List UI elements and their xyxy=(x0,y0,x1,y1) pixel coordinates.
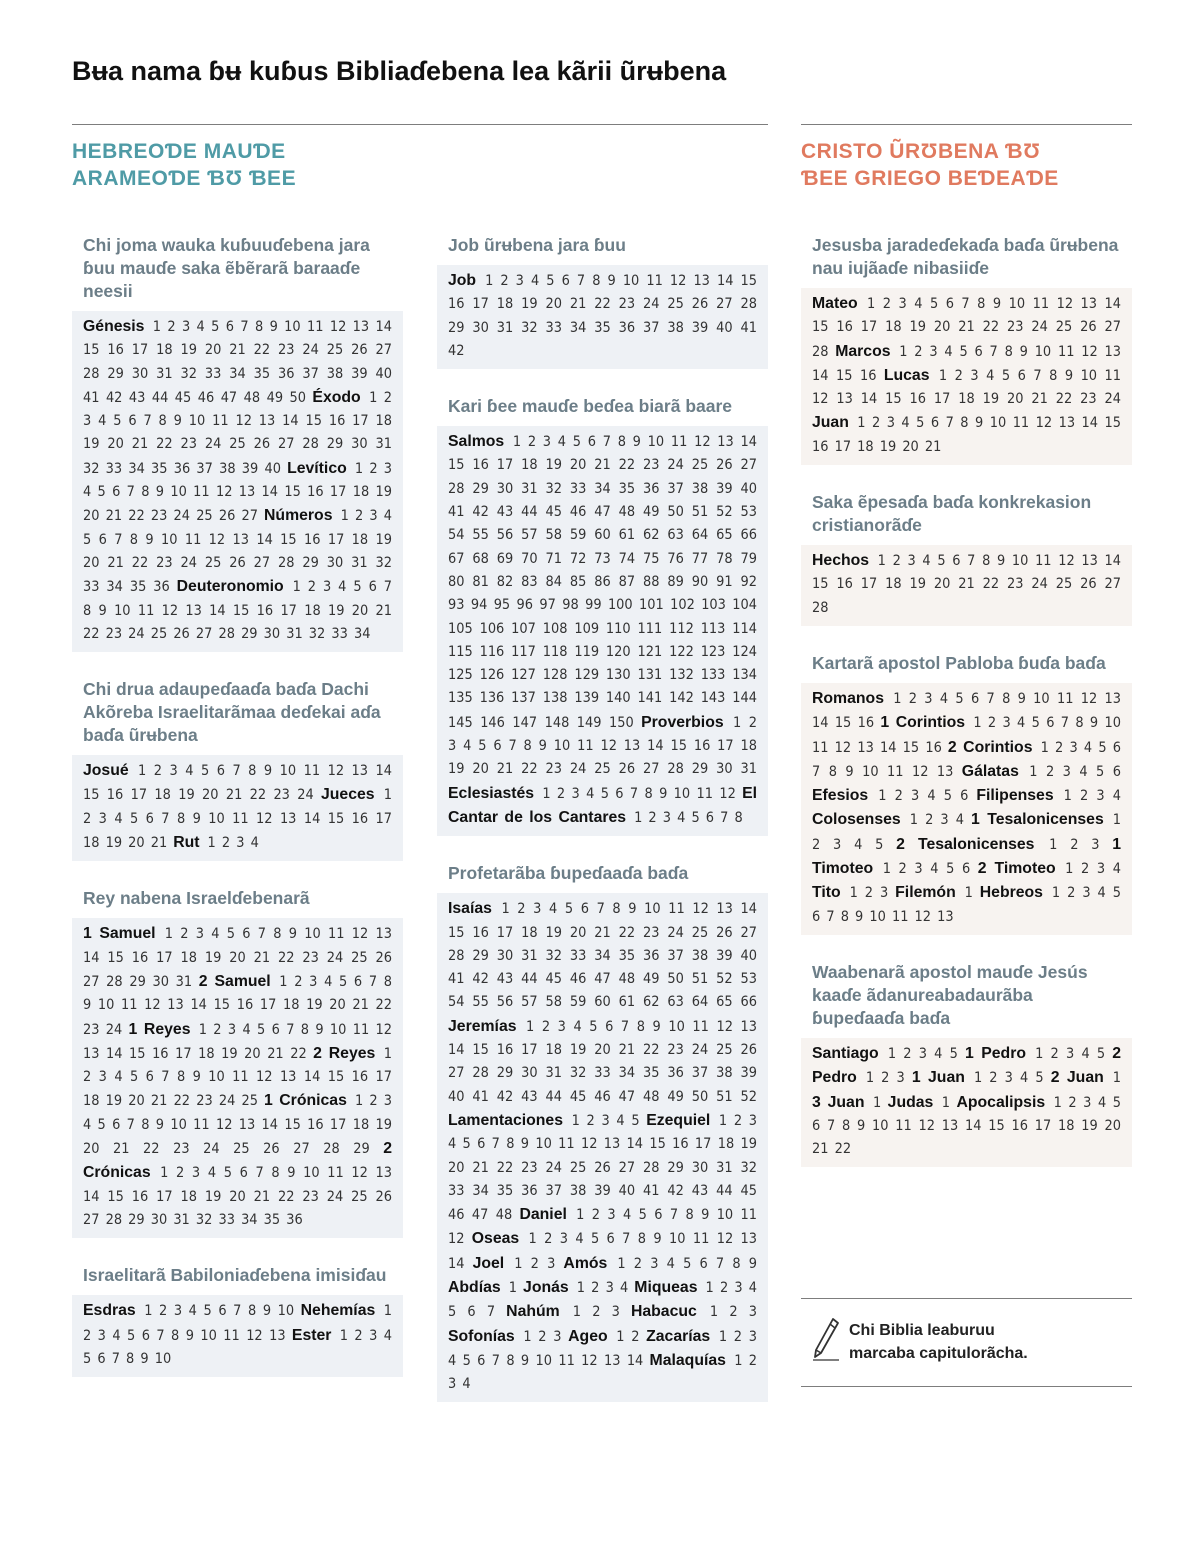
new-testament-heading: CRISTO ŨRƱBENA ƁƱ ƁEE GRIEGO BEƊEAƊE xyxy=(801,140,1059,190)
chapter-numbers: 1 2 3 xyxy=(849,885,889,902)
book-name: Ezequiel xyxy=(646,1111,711,1129)
chapter-numbers: 1 2 3 4 xyxy=(1063,788,1122,805)
book-entry xyxy=(912,1070,1044,1086)
book-name: Gálatas xyxy=(961,762,1019,780)
book-entry xyxy=(965,1046,1105,1062)
book-group xyxy=(801,961,1132,1167)
chapter-numbers: 1 2 3 4 5 6 7 8 9 10 11 12 13 14 15 16 17 18 19 20 21 22 23 24 25 26 27 28 29 30 31 xyxy=(83,926,392,990)
book-name: 1 Crónicas xyxy=(264,1092,347,1110)
chapter-numbers: 1 2 3 xyxy=(572,1304,620,1321)
book-name: Filemón xyxy=(895,884,956,902)
book-name: Mateo xyxy=(812,295,858,312)
book-entry xyxy=(448,1019,757,1105)
chapter-numbers: 1 2 3 4 5 6 7 8 9 10 11 12 13 14 15 16 17 18 19 20 21 22 23 24 xyxy=(83,973,393,1038)
book-group-title: Job ũrʉbena jara ɓuu xyxy=(448,235,626,255)
book-name: 2 Crónicas xyxy=(83,1140,393,1182)
book-name: Hechos xyxy=(812,552,870,570)
book-list xyxy=(72,1295,403,1377)
book-name: Juan xyxy=(812,414,849,432)
book-name: El Cantar de los Cantares xyxy=(448,784,757,826)
book-name: Colosenses xyxy=(812,811,901,829)
chapter-numbers: 1 2 3 4 5 6 7 8 9 10 11 12 13 14 15 16 17 18 19 20 21 22 23 24 25 26 27 28 29 30 31 32 33 34 35 36 37 38 39 40 41 42 43 44 45 46 47 48 49 50 51 52 53 54 55 56 57 58 59 60 61 62 63 64 65 66 xyxy=(448,901,757,1011)
book-name: 1 Pedro xyxy=(964,1044,1026,1062)
chapter-numbers: 1 2 3 4 5 6 7 8 9 10 11 12 13 xyxy=(812,885,1122,925)
book-group-title: Kartarã apostol Pabloba ɓuɗa baɗa xyxy=(812,652,1106,673)
book-list xyxy=(72,918,403,1238)
book-name: Nahúm xyxy=(506,1303,560,1321)
book-entry xyxy=(1051,1070,1121,1086)
book-name: Esdras xyxy=(83,1302,136,1320)
book-entry xyxy=(506,1304,620,1320)
chapter-numbers: 1 2 3 4 xyxy=(207,835,259,852)
chapter-numbers: 1 2 3 4 5 6 7 8 9 10 11 12 13 14 15 16 17 18 19 20 21 22 23 24 25 26 27 28 29 30 31 32 33 34 35 36 xyxy=(83,508,393,596)
book-name: 1 Corintios xyxy=(880,714,966,732)
chapter-numbers: 1 2 3 xyxy=(865,1070,905,1087)
book-group-title: Rey nabena Israelɗebenarã xyxy=(83,888,310,909)
chapter-numbers: 1 2 3 4 5 6 7 8 9 10 11 12 13 14 15 16 17 18 19 20 21 22 23 24 25 26 27 28 xyxy=(812,553,1121,616)
chapter-numbers: 1 2 3 4 5 6 7 8 9 10 11 12 13 14 15 16 17 18 19 20 21 22 23 24 25 26 27 28 29 30 31 32 33 34 35 36 37 38 39 40 xyxy=(83,389,393,477)
chapter-numbers: 1 xyxy=(1112,1070,1122,1087)
chapter-numbers: 1 2 3 4 xyxy=(909,812,965,829)
new-testament-column xyxy=(801,234,1132,1193)
book-name: Josué xyxy=(83,762,129,780)
chapter-numbers: 1 2 3 4 5 6 7 8 9 10 11 12 13 14 15 16 xyxy=(812,343,1122,384)
chapter-numbers: 1 xyxy=(964,885,973,902)
book-list xyxy=(437,426,768,836)
book-name: Ageo xyxy=(568,1327,608,1345)
chapter-numbers: 1 2 3 4 5 6 7 8 9 10 11 12 13 14 15 16 17 18 19 20 21 22 23 24 25 26 27 28 29 xyxy=(83,1093,392,1158)
book-entry xyxy=(448,273,757,359)
book-group xyxy=(72,887,403,1238)
book-name: Génesis xyxy=(83,318,145,335)
chapter-numbers: 1 2 3 4 5 6 7 8 xyxy=(634,809,743,826)
book-group-title: Jesusba jaradeɗekaɗa baɗa ũrʉbena nau iujãaɗe nibasiiɗe xyxy=(812,235,1119,278)
chapter-numbers: 1 2 3 4 5 6 7 8 9 10 11 12 13 14 15 16 17 18 19 20 21 22 23 24 25 xyxy=(83,1045,393,1110)
chapter-numbers: 1 2 3 xyxy=(514,1255,556,1272)
book-name: Lucas xyxy=(883,366,930,384)
chapter-numbers: 1 2 3 4 5 6 7 8 9 10 11 12 xyxy=(448,1207,758,1248)
book-name: Joel xyxy=(472,1254,505,1272)
book-name: Efesios xyxy=(812,787,869,805)
book-group-title: Profetarãba ɓupeɗaaɗa baɗa xyxy=(448,863,689,884)
book-name: 2 Pedro xyxy=(812,1044,1122,1087)
book-name: Tito xyxy=(812,884,841,902)
chapter-numbers: 1 2 3 xyxy=(709,1304,757,1321)
book-entry xyxy=(812,553,1121,616)
chapter-numbers: 1 2 3 4 5 6 7 8 9 10 11 12 13 14 15 16 17 18 19 20 21 22 23 24 xyxy=(83,763,392,804)
chapter-numbers: 1 2 3 4 5 6 7 8 9 10 11 12 13 14 15 16 17 18 19 20 21 22 23 24 xyxy=(812,367,1122,408)
chapter-numbers: 1 2 3 4 5 6 xyxy=(878,788,969,805)
chapter-numbers: 1 2 3 4 5 6 7 8 9 10 11 12 13 14 15 16 17 18 19 20 21 22 23 24 25 26 27 28 29 30 31 32 33 34 35 36 37 38 39 40 41 42 xyxy=(448,273,757,359)
book-entry xyxy=(448,1329,562,1345)
book-name: Lamentaciones xyxy=(448,1111,564,1129)
book-group xyxy=(801,234,1132,465)
book-name: 1 Samuel xyxy=(83,925,156,943)
chapter-numbers: 1 2 3 4 5 6 7 8 9 10 11 12 13 14 15 16 17 18 19 20 21 22 23 24 25 26 27 28 29 30 31 32 33 34 35 36 37 38 39 40 41 42 43 44 45 46 47 48 49 50 51 52 xyxy=(448,1018,758,1105)
chapter-numbers: 1 2 3 4 5 6 7 8 9 10 11 12 13 xyxy=(812,739,1121,780)
book-name: Judas xyxy=(887,1093,934,1111)
divider-new-testament xyxy=(801,124,1132,125)
book-group-title: Chi joma wauka kuɓuuɗebena jara ɓuu mauɗe saka ẽbẽrarã baraaɗe neesii xyxy=(83,235,370,301)
book-name: 2 Tesalonicenses xyxy=(896,835,1035,853)
book-name: Jueces xyxy=(320,786,375,804)
chapter-numbers: 1 2 3 4 5 6 7 8 9 10 11 12 13 14 15 16 xyxy=(812,690,1122,732)
book-entry xyxy=(448,1113,640,1129)
book-entry xyxy=(812,885,888,901)
book-name: Jonás xyxy=(523,1278,569,1296)
chapter-numbers: 1 2 3 4 xyxy=(448,1352,758,1393)
old-testament-heading: HEBREOƊE MAUƊE ARAMEOƊE ƁƱ ƁEE xyxy=(72,140,297,190)
book-name: Nehemías xyxy=(300,1302,376,1320)
book-name: Abdías xyxy=(448,1278,501,1296)
chapter-numbers: 1 xyxy=(941,1094,951,1111)
book-entry xyxy=(812,788,968,804)
book-group xyxy=(437,234,768,369)
book-list xyxy=(801,545,1132,626)
book-list xyxy=(437,265,768,369)
chapter-numbers: 1 2 3 4 5 6 7 8 9 10 11 12 13 14 15 16 17 18 19 20 21 22 23 24 25 26 27 28 29 30 31 32 33 34 35 36 37 38 39 40 41 42 43 44 45 46 47 48 49 50 51 52 53 54 55 56 57 58 59 60 61 62 63 64 65 66 67 68 69 70 71 72 73 74 75 76 77 78 79 80 81 82 83 84 85 86 87 88 89 90 91 92 93 94 95 96 97 98 99 100 101 102 103 104 105 106 107 108 109 110 111 112 113 114 115 116 117 118 119 120 121 122 123 124 125 126 127 128 129 130 131 132 133 134 135 136 137 138 139 140 141 142 143 144 145 146 147 148 149 150 xyxy=(448,434,757,731)
book-name: Ester xyxy=(291,1326,332,1344)
chapter-numbers: 1 2 3 4 xyxy=(576,1279,629,1296)
chapter-numbers: 1 2 3 xyxy=(523,1328,562,1345)
chapter-numbers: 1 2 3 4 5 6 7 8 9 10 xyxy=(144,1303,295,1320)
chapter-numbers: 1 2 3 4 5 6 7 8 9 10 11 12 13 14 15 16 17 18 19 20 21 22 23 24 25 26 27 28 29 30 31 32 33 34 35 36 37 38 39 40 41 42 43 44 45 46 47 48 xyxy=(448,1112,758,1224)
book-name: 3 Juan xyxy=(812,1093,865,1111)
book-name: Isaías xyxy=(448,900,492,918)
book-name: Deuteronomio xyxy=(176,578,284,596)
book-name: Zacarías xyxy=(646,1327,711,1345)
book-entry xyxy=(568,1329,639,1345)
book-entry xyxy=(976,788,1121,804)
old-testament-column-2 xyxy=(437,234,768,1428)
pencil-icon xyxy=(811,1317,841,1361)
book-entry xyxy=(896,837,1099,853)
book-group-title: Israelitarã Babiloniaɗebena imisiɗau xyxy=(83,1265,387,1286)
book-name: Rut xyxy=(173,834,200,852)
chapter-numbers: 1 2 3 4 5 xyxy=(812,812,1121,853)
chapter-numbers: 1 2 3 4 5 6 7 8 9 10 11 12 13 14 15 16 17 18 19 20 21 22 23 24 25 26 27 28 29 30 31 32 33 34 xyxy=(83,579,393,642)
book-group-title: Kari ɓee mauɗe beɗea biarã baare xyxy=(448,396,733,417)
chapter-numbers: 1 2 3 4 5 6 7 xyxy=(448,1279,757,1321)
book-entry xyxy=(812,1046,958,1062)
chapter-numbers: 1 xyxy=(872,1094,882,1111)
book-list xyxy=(72,311,403,652)
book-entry xyxy=(812,415,1121,454)
chapter-numbers: 1 2 3 4 5 6 7 8 9 10 11 12 13 14 15 16 17 18 19 20 21 22 23 24 25 26 27 xyxy=(83,460,393,525)
book-name: Daniel xyxy=(519,1206,567,1224)
book-name: 2 Juan xyxy=(1050,1069,1104,1087)
book-name: Eclesiastés xyxy=(448,784,535,802)
chapter-numbers: 1 2 3 4 5 6 7 8 9 10 11 12 13 14 xyxy=(448,1328,758,1369)
chapter-numbers: 1 2 3 4 5 6 7 8 9 xyxy=(617,1255,758,1272)
book-name: Hebreos xyxy=(979,884,1043,902)
book-group xyxy=(437,395,768,836)
book-name: Filipenses xyxy=(976,787,1054,805)
chapter-numbers: 1 2 3 4 5 xyxy=(973,1070,1044,1087)
book-entry xyxy=(888,1095,950,1111)
book-entry xyxy=(812,812,964,828)
book-entry xyxy=(962,764,1121,780)
chapter-numbers: 1 2 3 4 5 6 xyxy=(1029,763,1121,780)
book-name: 1 Tesalonicenses xyxy=(971,811,1104,829)
book-name: 2 Corintios xyxy=(947,738,1033,756)
book-entry xyxy=(895,885,973,901)
book-name: Sofonías xyxy=(448,1327,515,1345)
chapter-numbers: 1 2 3 4 5 6 7 8 9 10 11 12 13 14 15 16 17 18 19 20 21 22 23 24 25 26 27 28 29 30 31 xyxy=(448,714,757,778)
book-entry xyxy=(631,1304,757,1320)
chapter-numbers: 1 2 3 4 xyxy=(1065,861,1122,878)
book-name: Salmos xyxy=(448,433,505,451)
chapter-numbers: 1 2 3 4 5 6 7 8 9 10 11 12 13 14 15 16 17 18 19 20 21 22 23 24 25 26 27 28 29 30 31 32 33 34 35 36 xyxy=(83,1165,393,1228)
book-group xyxy=(72,234,403,652)
book-name: Miqueas xyxy=(634,1278,698,1296)
book-entry xyxy=(173,835,259,851)
book-name: 1 Juan xyxy=(911,1069,965,1087)
book-name: Habacuc xyxy=(630,1303,697,1321)
chapter-numbers: 1 2 3 4 5 6 7 8 9 10 11 12 13 14 15 16 17 18 19 20 21 22 23 24 25 26 27 28 xyxy=(812,296,1121,360)
chapter-numbers: 1 2 3 4 5 6 7 8 9 10 11 12 13 14 15 16 xyxy=(812,715,1121,756)
chapter-numbers: 1 2 3 4 5 6 7 8 9 10 11 12 13 14 15 16 17 18 19 20 21 22 xyxy=(83,1021,393,1062)
chapter-numbers: 1 2 3 4 5 6 7 8 9 10 xyxy=(83,1327,393,1367)
book-name: Éxodo xyxy=(312,388,361,406)
book-group xyxy=(801,652,1132,935)
book-list xyxy=(801,1038,1132,1167)
book-list xyxy=(801,683,1132,935)
old-testament-column-1 xyxy=(72,234,403,1403)
chapter-numbers: 1 xyxy=(508,1279,517,1296)
chapter-numbers: 1 2 3 4 5 6 7 8 9 10 11 12 13 14 15 16 17 18 19 20 21 xyxy=(812,415,1121,455)
book-name: Romanos xyxy=(812,689,884,707)
chapter-numbers: 1 2 3 4 5 xyxy=(887,1045,958,1062)
page-title: Bʉa nama ɓʉ kuɓus Bibliaɗebena lea kãrii ũrʉbena xyxy=(72,56,727,86)
chapter-numbers: 1 2 xyxy=(616,1328,640,1345)
book-name: Jeremías xyxy=(448,1017,517,1035)
book-name: 1 Reyes xyxy=(128,1020,191,1038)
book-group xyxy=(801,491,1132,626)
book-list xyxy=(801,288,1132,465)
book-list xyxy=(437,893,768,1402)
chapter-numbers: 1 2 3 4 5 xyxy=(571,1112,640,1129)
book-name: Números xyxy=(264,507,333,525)
book-entry xyxy=(448,901,757,1010)
book-name: Levítico xyxy=(287,459,347,477)
book-name: 2 Reyes xyxy=(313,1044,376,1062)
book-name: 1 Timoteo xyxy=(812,835,1122,878)
chapter-numbers: 1 2 3 4 5 6 7 8 9 10 11 12 13 14 15 16 17 18 19 20 21 xyxy=(83,787,393,852)
book-group-title: Saka ẽpesaɗa baɗa konkrekasion cristianorãɗe xyxy=(812,492,1092,536)
book-entry xyxy=(83,1303,294,1319)
marking-note xyxy=(801,1298,1132,1387)
book-entry xyxy=(523,1280,628,1296)
book-name: Proverbios xyxy=(641,713,724,731)
book-name: Apocalipsis xyxy=(956,1093,1046,1111)
book-group-title: Waabenarã apostol mauɗe Jesús kaaɗe ãdanureabadaurãba ɓupeɗaaɗa baɗa xyxy=(812,961,1088,1028)
book-entry xyxy=(812,1095,881,1111)
chapter-numbers: 1 2 3 4 5 6 7 8 9 10 11 12 13 xyxy=(83,1303,392,1344)
book-entry xyxy=(563,1256,757,1272)
book-name: Job xyxy=(448,272,477,289)
book-list xyxy=(72,755,403,861)
chapter-numbers: 1 2 3 4 5 6 7 8 9 10 11 12 13 14 15 16 17 18 19 20 21 22 xyxy=(812,1094,1122,1158)
book-group xyxy=(72,1264,403,1377)
book-name: Malaquías xyxy=(649,1351,726,1369)
book-name: Oseas xyxy=(471,1230,520,1248)
chapter-numbers: 1 2 3 4 5 6 xyxy=(882,861,971,878)
book-group xyxy=(72,678,403,861)
note-text: Chi Biblia leaburuu marcaba capitulorãcha. xyxy=(849,1322,1028,1362)
book-entry xyxy=(978,861,1121,877)
book-group xyxy=(437,862,768,1402)
book-entry xyxy=(448,434,757,731)
divider-old-testament xyxy=(72,124,768,125)
book-group-title: Chi drua adaupeɗaaɗa baɗa Dachi Akõreba Israelitarãmaa deɗekai aɗa baɗa ũrʉbena xyxy=(83,679,381,746)
book-name: Amós xyxy=(563,1254,608,1272)
chapter-numbers: 1 2 3 4 5 6 7 8 9 10 11 12 13 14 xyxy=(448,1231,758,1272)
book-name: Marcos xyxy=(835,342,891,360)
chapter-numbers: 1 2 3 4 5 xyxy=(1035,1045,1106,1062)
book-name: 2 Samuel xyxy=(198,972,271,990)
book-name: Santiago xyxy=(812,1044,879,1062)
book-name: 2 Timoteo xyxy=(977,860,1056,878)
book-entry xyxy=(448,786,736,802)
chapter-numbers: 1 2 3 xyxy=(1049,836,1100,853)
book-entry xyxy=(473,1256,556,1272)
book-entry xyxy=(448,1280,517,1296)
chapter-numbers: 1 2 3 4 5 6 7 8 9 10 11 12 xyxy=(542,785,736,802)
chapter-numbers: 1 2 3 4 5 6 7 8 9 10 11 12 13 14 15 16 17 18 19 20 21 22 23 24 25 26 27 28 29 30 31 32 33 34 35 36 37 38 39 40 41 42 43 44 45 46 47 48 49 50 xyxy=(83,319,392,406)
